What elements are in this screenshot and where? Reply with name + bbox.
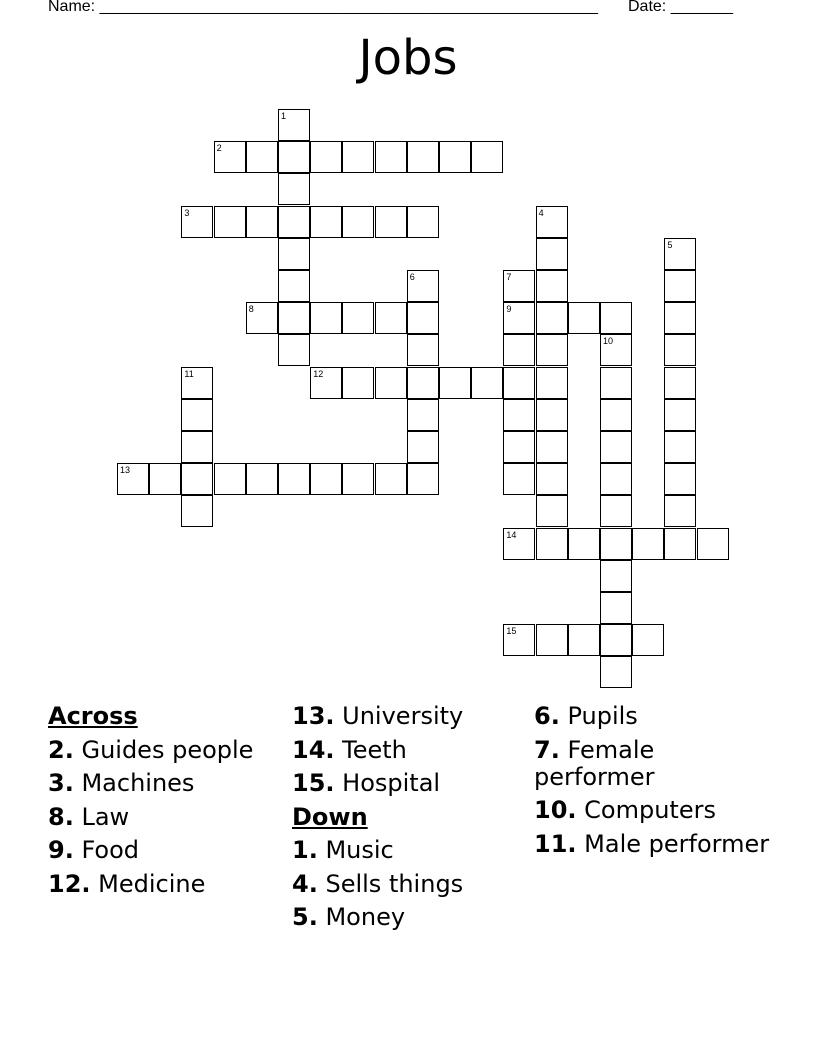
- clue-down-11: 11. Male performer: [534, 829, 770, 858]
- grid-cell[interactable]: [278, 302, 310, 334]
- grid-cell[interactable]: [246, 463, 278, 495]
- grid-cell[interactable]: [664, 270, 696, 302]
- grid-cell[interactable]: [375, 367, 407, 399]
- clue-across-15: 15. Hospital: [292, 769, 441, 797]
- clue-number: 6: [409, 272, 415, 282]
- grid-cell[interactable]: [342, 141, 374, 173]
- grid-cell[interactable]: [342, 206, 374, 238]
- clue-number: 4: [538, 207, 544, 218]
- grid-cell[interactable]: [503, 463, 535, 495]
- grid-cell[interactable]: [407, 302, 439, 334]
- grid-cell[interactable]: [600, 431, 632, 463]
- grid-cell[interactable]: [214, 463, 246, 495]
- grid-cell[interactable]: [536, 367, 568, 399]
- clue-across-2: 2. Guides people: [48, 735, 254, 764]
- grid-cell[interactable]: [278, 238, 310, 270]
- grid-cell[interactable]: [503, 334, 535, 366]
- grid-cell[interactable]: [664, 367, 696, 399]
- grid-cell[interactable]: [278, 270, 310, 302]
- grid-cell[interactable]: [181, 399, 213, 431]
- clue-number: 13: [120, 465, 131, 476]
- grid-cell[interactable]: [600, 367, 632, 399]
- grid-cell[interactable]: [407, 431, 439, 463]
- grid-cell[interactable]: [664, 431, 696, 463]
- clue-across-9: 9. Food: [48, 836, 140, 864]
- grid-cell[interactable]: [375, 141, 407, 173]
- grid-cell[interactable]: [246, 141, 278, 173]
- clue-across-8: 8. Law: [48, 802, 130, 831]
- grid-cell[interactable]: [632, 624, 664, 656]
- grid-cell[interactable]: [536, 495, 568, 527]
- grid-cell[interactable]: [407, 334, 439, 366]
- grid-cell[interactable]: [536, 528, 568, 560]
- clue-number: 11: [184, 368, 194, 379]
- page-title: Jobs: [358, 30, 458, 86]
- clue-number: 7: [506, 272, 512, 282]
- grid-cell[interactable]: [600, 592, 632, 624]
- grid-cell[interactable]: [375, 463, 407, 495]
- grid-cell[interactable]: [375, 206, 407, 238]
- grid-cell[interactable]: [632, 528, 664, 560]
- grid-cell[interactable]: [407, 141, 439, 173]
- grid-cell[interactable]: [342, 367, 374, 399]
- grid-cell[interactable]: [149, 463, 181, 495]
- grid-cell[interactable]: [600, 399, 632, 431]
- across-heading: Across: [48, 702, 138, 730]
- grid-cell[interactable]: [536, 238, 568, 270]
- grid-cell[interactable]: [471, 141, 503, 173]
- clue-down-6: 6. Pupils: [534, 702, 638, 730]
- grid-cell[interactable]: [278, 141, 310, 173]
- grid-cell[interactable]: [407, 399, 439, 431]
- grid-cell[interactable]: [600, 463, 632, 495]
- grid-cell[interactable]: [503, 399, 535, 431]
- grid-cell[interactable]: [536, 399, 568, 431]
- clue-down-5: 5. Money: [292, 903, 406, 931]
- clue-number: 8: [248, 304, 254, 315]
- date-field-label: Date: _______: [628, 0, 733, 15]
- clue-number: 3: [184, 207, 190, 218]
- grid-cell[interactable]: [664, 399, 696, 431]
- grid-cell[interactable]: [181, 431, 213, 463]
- grid-cell[interactable]: [342, 463, 374, 495]
- clue-number: 1: [281, 111, 287, 121]
- grid-cell[interactable]: [503, 431, 535, 463]
- clue-across-14: 14. Teeth: [292, 735, 407, 764]
- grid-cell[interactable]: [181, 495, 213, 527]
- grid-cell[interactable]: [503, 367, 535, 399]
- grid-cell[interactable]: [310, 206, 342, 238]
- clue-column-1: [48, 703, 278, 904]
- grid-cell[interactable]: [278, 173, 310, 205]
- grid-cell[interactable]: [536, 270, 568, 302]
- grid-cell[interactable]: [278, 206, 310, 238]
- grid-cell[interactable]: [407, 463, 439, 495]
- grid-cell[interactable]: [600, 624, 632, 656]
- grid-cell[interactable]: [439, 367, 471, 399]
- clue-down-4: 4. Sells things: [292, 869, 464, 898]
- grid-cell[interactable]: [600, 656, 632, 688]
- clue-number: 2: [216, 143, 222, 154]
- clue-number: 5: [667, 239, 673, 250]
- down-heading: Down: [292, 802, 368, 831]
- grid-cell[interactable]: [600, 495, 632, 527]
- grid-cell[interactable]: [407, 367, 439, 399]
- grid-cell[interactable]: [536, 334, 568, 366]
- grid-cell[interactable]: [278, 334, 310, 366]
- grid-cell[interactable]: [664, 495, 696, 527]
- grid-cell[interactable]: [375, 302, 407, 334]
- clue-column-2: [292, 703, 522, 938]
- clue-column-3: [534, 703, 774, 864]
- clue-number: 12: [313, 368, 324, 379]
- grid-cell[interactable]: [568, 528, 600, 560]
- clue-number: 9: [506, 304, 512, 315]
- grid-cell[interactable]: [664, 302, 696, 334]
- grid-cell[interactable]: [407, 206, 439, 238]
- grid-cell[interactable]: [568, 302, 600, 334]
- name-field-label: Name: ________________________________________________________: [48, 0, 598, 15]
- grid-cell[interactable]: [600, 302, 632, 334]
- clue-down-10: 10. Computers: [534, 796, 716, 824]
- clue-across-3: 3. Machines: [48, 769, 195, 797]
- grid-cell[interactable]: [342, 302, 374, 334]
- grid-cell[interactable]: [536, 431, 568, 463]
- grid-cell[interactable]: [664, 528, 696, 560]
- clue-down-1: 1. Music: [292, 836, 394, 864]
- grid-cell[interactable]: [310, 463, 342, 495]
- grid-cell[interactable]: [568, 624, 600, 656]
- grid-cell[interactable]: [439, 141, 471, 173]
- clue-number: 14: [506, 529, 517, 540]
- grid-cell[interactable]: [600, 560, 632, 592]
- grid-cell[interactable]: [310, 141, 342, 173]
- grid-cell[interactable]: [536, 302, 568, 334]
- grid-cell[interactable]: [246, 206, 278, 238]
- grid-cell[interactable]: [536, 463, 568, 495]
- clue-number: 15: [506, 626, 517, 637]
- clue-across-12: 12. Medicine: [48, 869, 206, 898]
- grid-cell[interactable]: [310, 302, 342, 334]
- clue-across-13: 13. University: [292, 702, 464, 730]
- grid-cell[interactable]: [536, 624, 568, 656]
- grid-cell[interactable]: [664, 463, 696, 495]
- grid-cell[interactable]: [214, 206, 246, 238]
- grid-cell[interactable]: [600, 528, 632, 560]
- grid-cell[interactable]: [181, 463, 213, 495]
- clue-down-7: 7. Female performer: [534, 735, 655, 791]
- grid-cell[interactable]: [697, 528, 729, 560]
- clue-number: 10: [603, 336, 614, 347]
- grid-cell[interactable]: [471, 367, 503, 399]
- grid-cell[interactable]: [278, 463, 310, 495]
- grid-cell[interactable]: [664, 334, 696, 366]
